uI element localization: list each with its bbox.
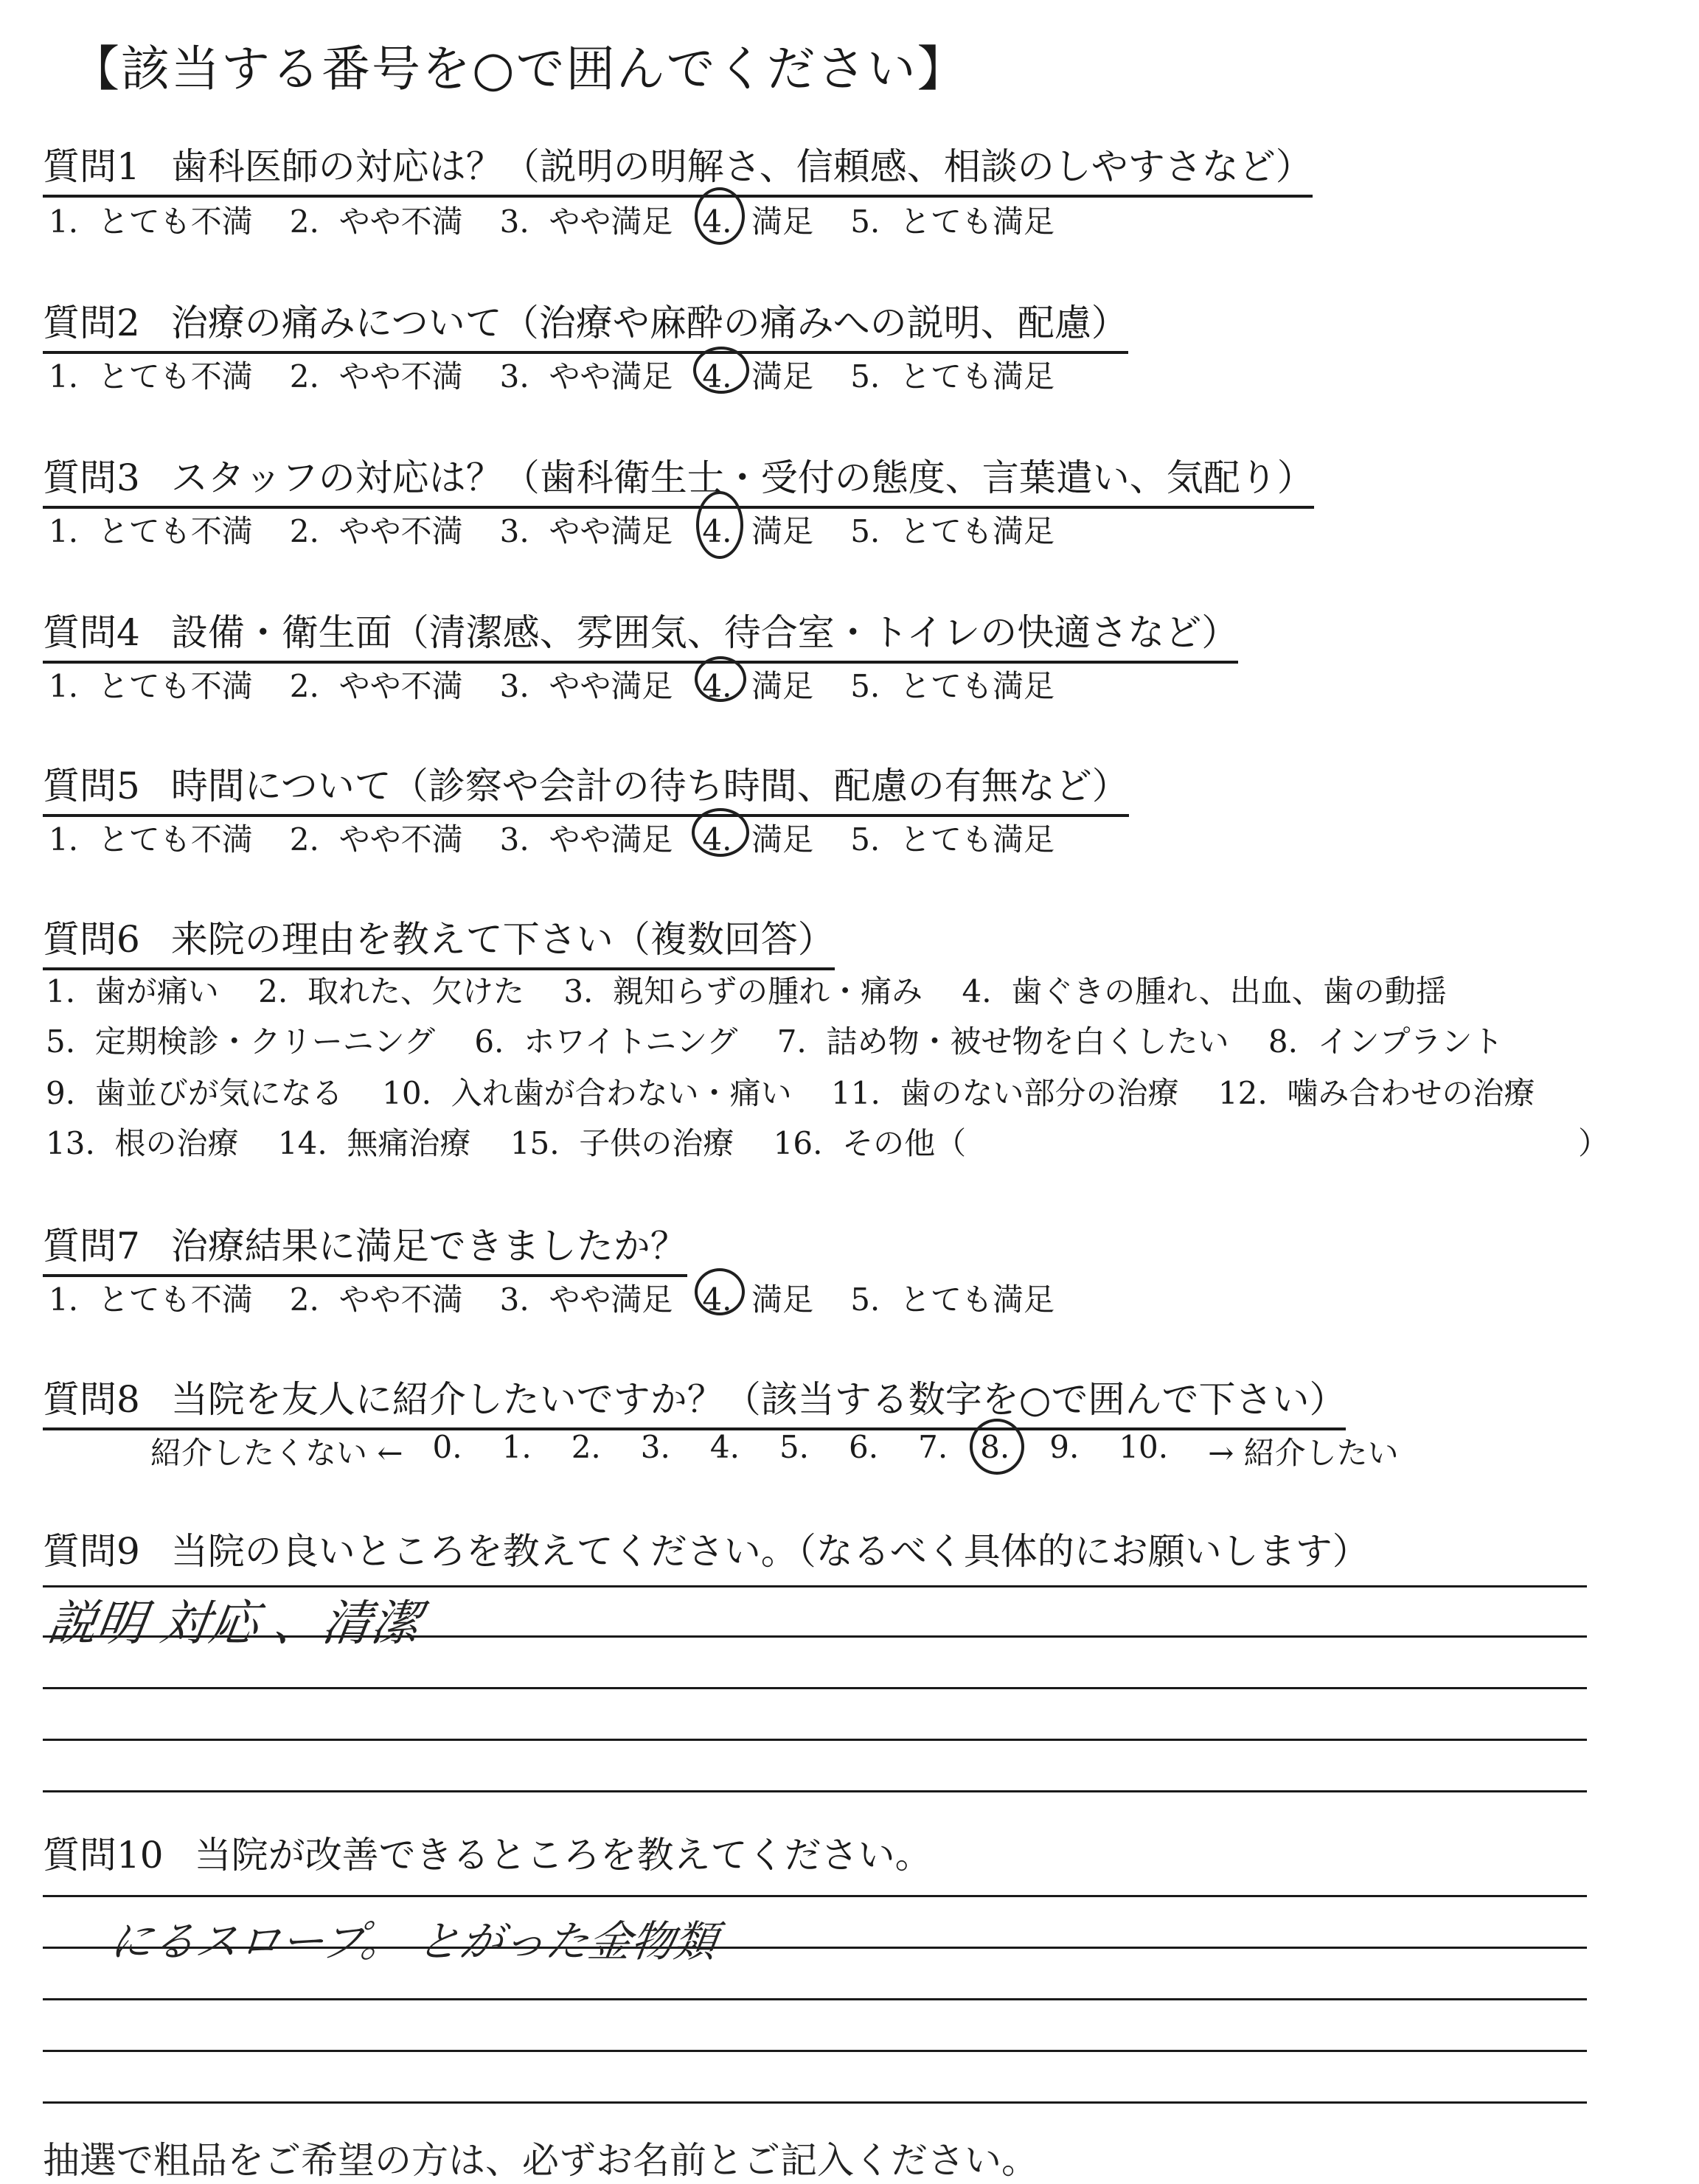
question-6-title	[43, 910, 835, 970]
question-text: 設備・衛生面（清潔感、雰囲気、待合室・トイレの快適さなど）	[170, 611, 1239, 654]
scale-10[interactable]: 10.	[1119, 1429, 1169, 1465]
scale-1[interactable]: 1.	[501, 1429, 532, 1465]
scale-5[interactable]: 5.	[779, 1429, 810, 1465]
scale-2[interactable]: 2.	[571, 1429, 601, 1465]
selection-circle	[970, 1419, 1024, 1475]
option-label: やや不満	[338, 821, 463, 858]
other-close-paren: ）	[1578, 1125, 1610, 1161]
option-4-selected[interactable]	[702, 662, 813, 706]
option-2[interactable]	[290, 662, 463, 706]
question-5-title	[43, 757, 1129, 817]
option-4-selected[interactable]	[702, 815, 813, 860]
question-text: 歯科医師の対応は？（説明の明解さ、信頼感、相談のしやすさなど）	[170, 145, 1313, 188]
question-label: 質問9	[43, 1530, 140, 1573]
option-number: 5.	[850, 668, 880, 704]
option-number: 5.	[850, 204, 880, 240]
question-8-title	[43, 1370, 1346, 1430]
question-label: 質問4	[43, 611, 140, 654]
reason-item[interactable]: 7. 詰め物・被せ物を白くしたい	[776, 1023, 1229, 1060]
option-5[interactable]	[850, 198, 1055, 242]
selection-circle	[692, 808, 749, 857]
option-number: 4.	[702, 1281, 732, 1318]
question-text: 当院の良いところを教えてください。（なるべく具体的にお願いします）	[170, 1530, 1369, 1573]
question-label: 質問3	[43, 456, 140, 499]
option-number: 3.	[499, 668, 529, 704]
question-1-options	[49, 198, 1055, 242]
option-5[interactable]	[850, 815, 1055, 860]
option-number: 1.	[49, 668, 79, 704]
question-2-options	[49, 352, 1055, 397]
option-1[interactable]	[49, 815, 253, 860]
option-label: やや不満	[338, 358, 463, 394]
option-1[interactable]	[49, 1276, 253, 1320]
option-number: 3.	[499, 821, 529, 858]
option-label: やや不満	[338, 1281, 463, 1318]
option-number: 1.	[49, 821, 79, 858]
option-label: やや満足	[549, 204, 673, 240]
option-number: 3.	[499, 1281, 529, 1318]
footer-partial-text: 抽選で粗品をご希望の方は、必ずお名前とご記入ください。	[43, 2139, 1038, 2182]
option-1[interactable]	[49, 352, 253, 397]
option-label: とても満足	[899, 513, 1055, 549]
selection-circle	[693, 347, 749, 394]
question-text: 時間について（診察や会計の待ち時間、配慮の有無など）	[170, 765, 1129, 807]
option-number: 4.	[702, 513, 732, 549]
question-text: 治療の痛みについて（治療や麻酔の痛みへの説明、配慮）	[170, 302, 1128, 344]
question-10-title	[43, 1826, 932, 1883]
option-number: 1.	[49, 513, 79, 549]
reason-item[interactable]: 4. 歯ぐきの腫れ、出血、歯の動揺	[962, 973, 1447, 1009]
referral-scale	[150, 1429, 1399, 1473]
option-5[interactable]	[850, 662, 1055, 706]
question-text: 当院を友人に紹介したいですか？（該当する数字を○で囲んで下さい）	[170, 1378, 1347, 1421]
option-label: 満足	[751, 668, 814, 704]
option-1[interactable]	[49, 198, 253, 242]
handwritten-answer-q10[interactable]: にるスロープ。 とがった金物類	[106, 1916, 720, 1966]
option-number: 4.	[702, 668, 732, 704]
reason-item[interactable]: 15. 子供の治療	[510, 1125, 734, 1161]
option-3[interactable]	[500, 815, 673, 860]
reason-item[interactable]: 14. 無痛治療	[277, 1125, 471, 1161]
reason-item[interactable]: 11. 歯のない部分の治療	[831, 1075, 1179, 1111]
option-label: 満足	[751, 204, 814, 240]
selection-circle	[696, 491, 743, 559]
option-number: 3.	[499, 358, 529, 394]
form-header: 【該当する番号を○で囲んでください】	[71, 41, 967, 97]
option-number: 4.	[702, 204, 732, 240]
option-4-selected[interactable]	[702, 507, 813, 552]
option-number: 3.	[499, 513, 529, 549]
scale-8-selected[interactable]: 8.	[980, 1429, 1010, 1473]
reason-item[interactable]: 6. ホワイトニング	[474, 1023, 738, 1060]
question-label: 質問10	[43, 1834, 164, 1877]
question-3-options	[49, 507, 1055, 552]
question-label: 質問8	[43, 1378, 140, 1421]
reason-item[interactable]: 5. 定期検診・クリーニング	[46, 1023, 435, 1060]
reason-item[interactable]: 9. 歯並びが気になる	[46, 1075, 343, 1111]
question-text: 治療結果に満足できましたか？	[170, 1225, 687, 1267]
answer-line	[43, 2050, 1587, 2052]
option-number: 2.	[289, 358, 319, 394]
question-4-title	[43, 603, 1238, 664]
answer-line	[43, 1790, 1587, 1792]
option-label: やや不満	[338, 204, 463, 240]
option-label: やや満足	[549, 513, 673, 549]
option-label: とても満足	[899, 668, 1055, 704]
option-label: 満足	[751, 821, 814, 858]
option-3[interactable]	[500, 352, 673, 397]
option-label: やや不満	[338, 513, 463, 549]
scale-7[interactable]: 7.	[918, 1429, 948, 1465]
option-2[interactable]	[290, 815, 463, 860]
option-label: 満足	[751, 1281, 814, 1318]
answer-line	[43, 1687, 1587, 1689]
reason-row	[46, 1018, 1533, 1062]
question-label: 質問7	[43, 1225, 140, 1267]
answer-line	[43, 1895, 1587, 1897]
option-2[interactable]	[290, 352, 463, 397]
option-label: やや満足	[549, 358, 673, 394]
option-4-selected[interactable]	[702, 1276, 813, 1320]
selection-circle	[695, 187, 745, 245]
reason-row	[46, 1069, 1564, 1113]
question-2-title	[43, 293, 1128, 354]
option-label: とても満足	[899, 358, 1055, 394]
option-number: 4.	[702, 821, 732, 858]
option-number: 2.	[289, 1281, 319, 1318]
reason-item[interactable]: 13. 根の治療	[46, 1125, 239, 1161]
option-number: 2.	[289, 204, 319, 240]
reason-item[interactable]: 2. 取れた、欠けた	[258, 973, 524, 1009]
question-text: 来院の理由を教えて下さい（複数回答）	[170, 918, 835, 961]
answer-line	[43, 1998, 1587, 2000]
option-label: 満足	[751, 358, 814, 394]
question-1-title	[43, 137, 1313, 198]
question-text: スタッフの対応は？（歯科衛生士・受付の態度、言葉遣い、気配り）	[170, 456, 1314, 499]
question-5-options	[49, 815, 1055, 860]
reason-row	[46, 967, 1476, 1012]
option-2[interactable]	[290, 507, 463, 552]
option-label: とても満足	[899, 821, 1055, 858]
option-3[interactable]	[500, 662, 673, 706]
option-label: とても満足	[899, 204, 1055, 240]
option-label: とても不満	[97, 358, 253, 394]
reason-item[interactable]: 1. 歯が痛い	[46, 973, 219, 1009]
option-5[interactable]	[850, 1276, 1055, 1320]
answer-line	[43, 2101, 1587, 2104]
question-4-options	[49, 662, 1055, 706]
option-label: とても不満	[97, 668, 253, 704]
option-4-selected[interactable]	[702, 198, 813, 242]
option-3[interactable]	[500, 198, 673, 242]
option-3[interactable]	[500, 507, 673, 552]
question-7-options	[49, 1276, 1055, 1320]
scale-0[interactable]: 0.	[432, 1429, 462, 1465]
question-label: 質問6	[43, 918, 140, 961]
question-label: 質問2	[43, 302, 140, 344]
scale-4[interactable]: 4.	[709, 1429, 740, 1465]
option-label: やや満足	[549, 821, 673, 858]
scale-right-label: → 紹介したい	[1208, 1435, 1399, 1471]
option-number: 5.	[850, 1281, 880, 1318]
option-5[interactable]	[850, 352, 1055, 397]
selection-circle	[695, 656, 746, 702]
option-label: やや満足	[549, 1281, 673, 1318]
answer-line	[43, 1739, 1587, 1741]
option-number: 5.	[850, 358, 880, 394]
reason-item[interactable]: 3. 親知らずの腫れ・痛み	[563, 973, 923, 1009]
selection-circle	[695, 1268, 745, 1315]
option-number: 2.	[289, 513, 319, 549]
option-1[interactable]	[49, 662, 253, 706]
reason-item-other[interactable]: 16. その他（	[773, 1125, 967, 1161]
question-text: 当院が改善できるところを教えてください。	[194, 1834, 932, 1877]
handwritten-answer-q9[interactable]: 説明 対応 、清潔	[44, 1595, 424, 1652]
reason-item[interactable]: 8. インプラント	[1268, 1023, 1504, 1060]
option-number: 1.	[49, 204, 79, 240]
question-9-title	[43, 1522, 1369, 1579]
reason-item[interactable]: 10. 入れ歯が合わない・痛い	[382, 1075, 792, 1111]
option-2[interactable]	[290, 198, 463, 242]
option-number: 5.	[850, 821, 880, 858]
reason-row	[46, 1119, 996, 1164]
scale-9[interactable]: 9.	[1049, 1429, 1080, 1465]
option-number: 3.	[499, 204, 529, 240]
option-label: とても不満	[97, 513, 253, 549]
scale-3[interactable]: 3.	[640, 1429, 670, 1465]
scale-6[interactable]: 6.	[849, 1429, 879, 1465]
option-5[interactable]	[850, 507, 1055, 552]
option-label: とても不満	[97, 1281, 253, 1318]
option-label: やや満足	[549, 668, 673, 704]
option-2[interactable]	[290, 1276, 463, 1320]
question-label: 質問1	[43, 145, 140, 188]
option-number: 5.	[850, 513, 880, 549]
option-1[interactable]	[49, 507, 253, 552]
option-number: 4.	[702, 358, 732, 394]
scale-left-label: 紹介したくない ←	[150, 1435, 403, 1471]
question-3-title	[43, 448, 1314, 509]
option-label: 満足	[751, 513, 814, 549]
option-label: とても不満	[97, 204, 253, 240]
question-7-title	[43, 1217, 687, 1277]
option-label: とても満足	[899, 1281, 1055, 1318]
option-number: 1.	[49, 358, 79, 394]
option-label: やや不満	[338, 668, 463, 704]
option-number: 2.	[289, 668, 319, 704]
option-number: 1.	[49, 1281, 79, 1318]
option-label: とても不満	[97, 821, 253, 858]
question-label: 質問5	[43, 765, 140, 807]
option-4-selected[interactable]	[702, 352, 813, 397]
reason-item[interactable]: 12. 噛み合わせの治療	[1217, 1075, 1535, 1111]
option-3[interactable]	[500, 1276, 673, 1320]
option-number: 2.	[289, 821, 319, 858]
